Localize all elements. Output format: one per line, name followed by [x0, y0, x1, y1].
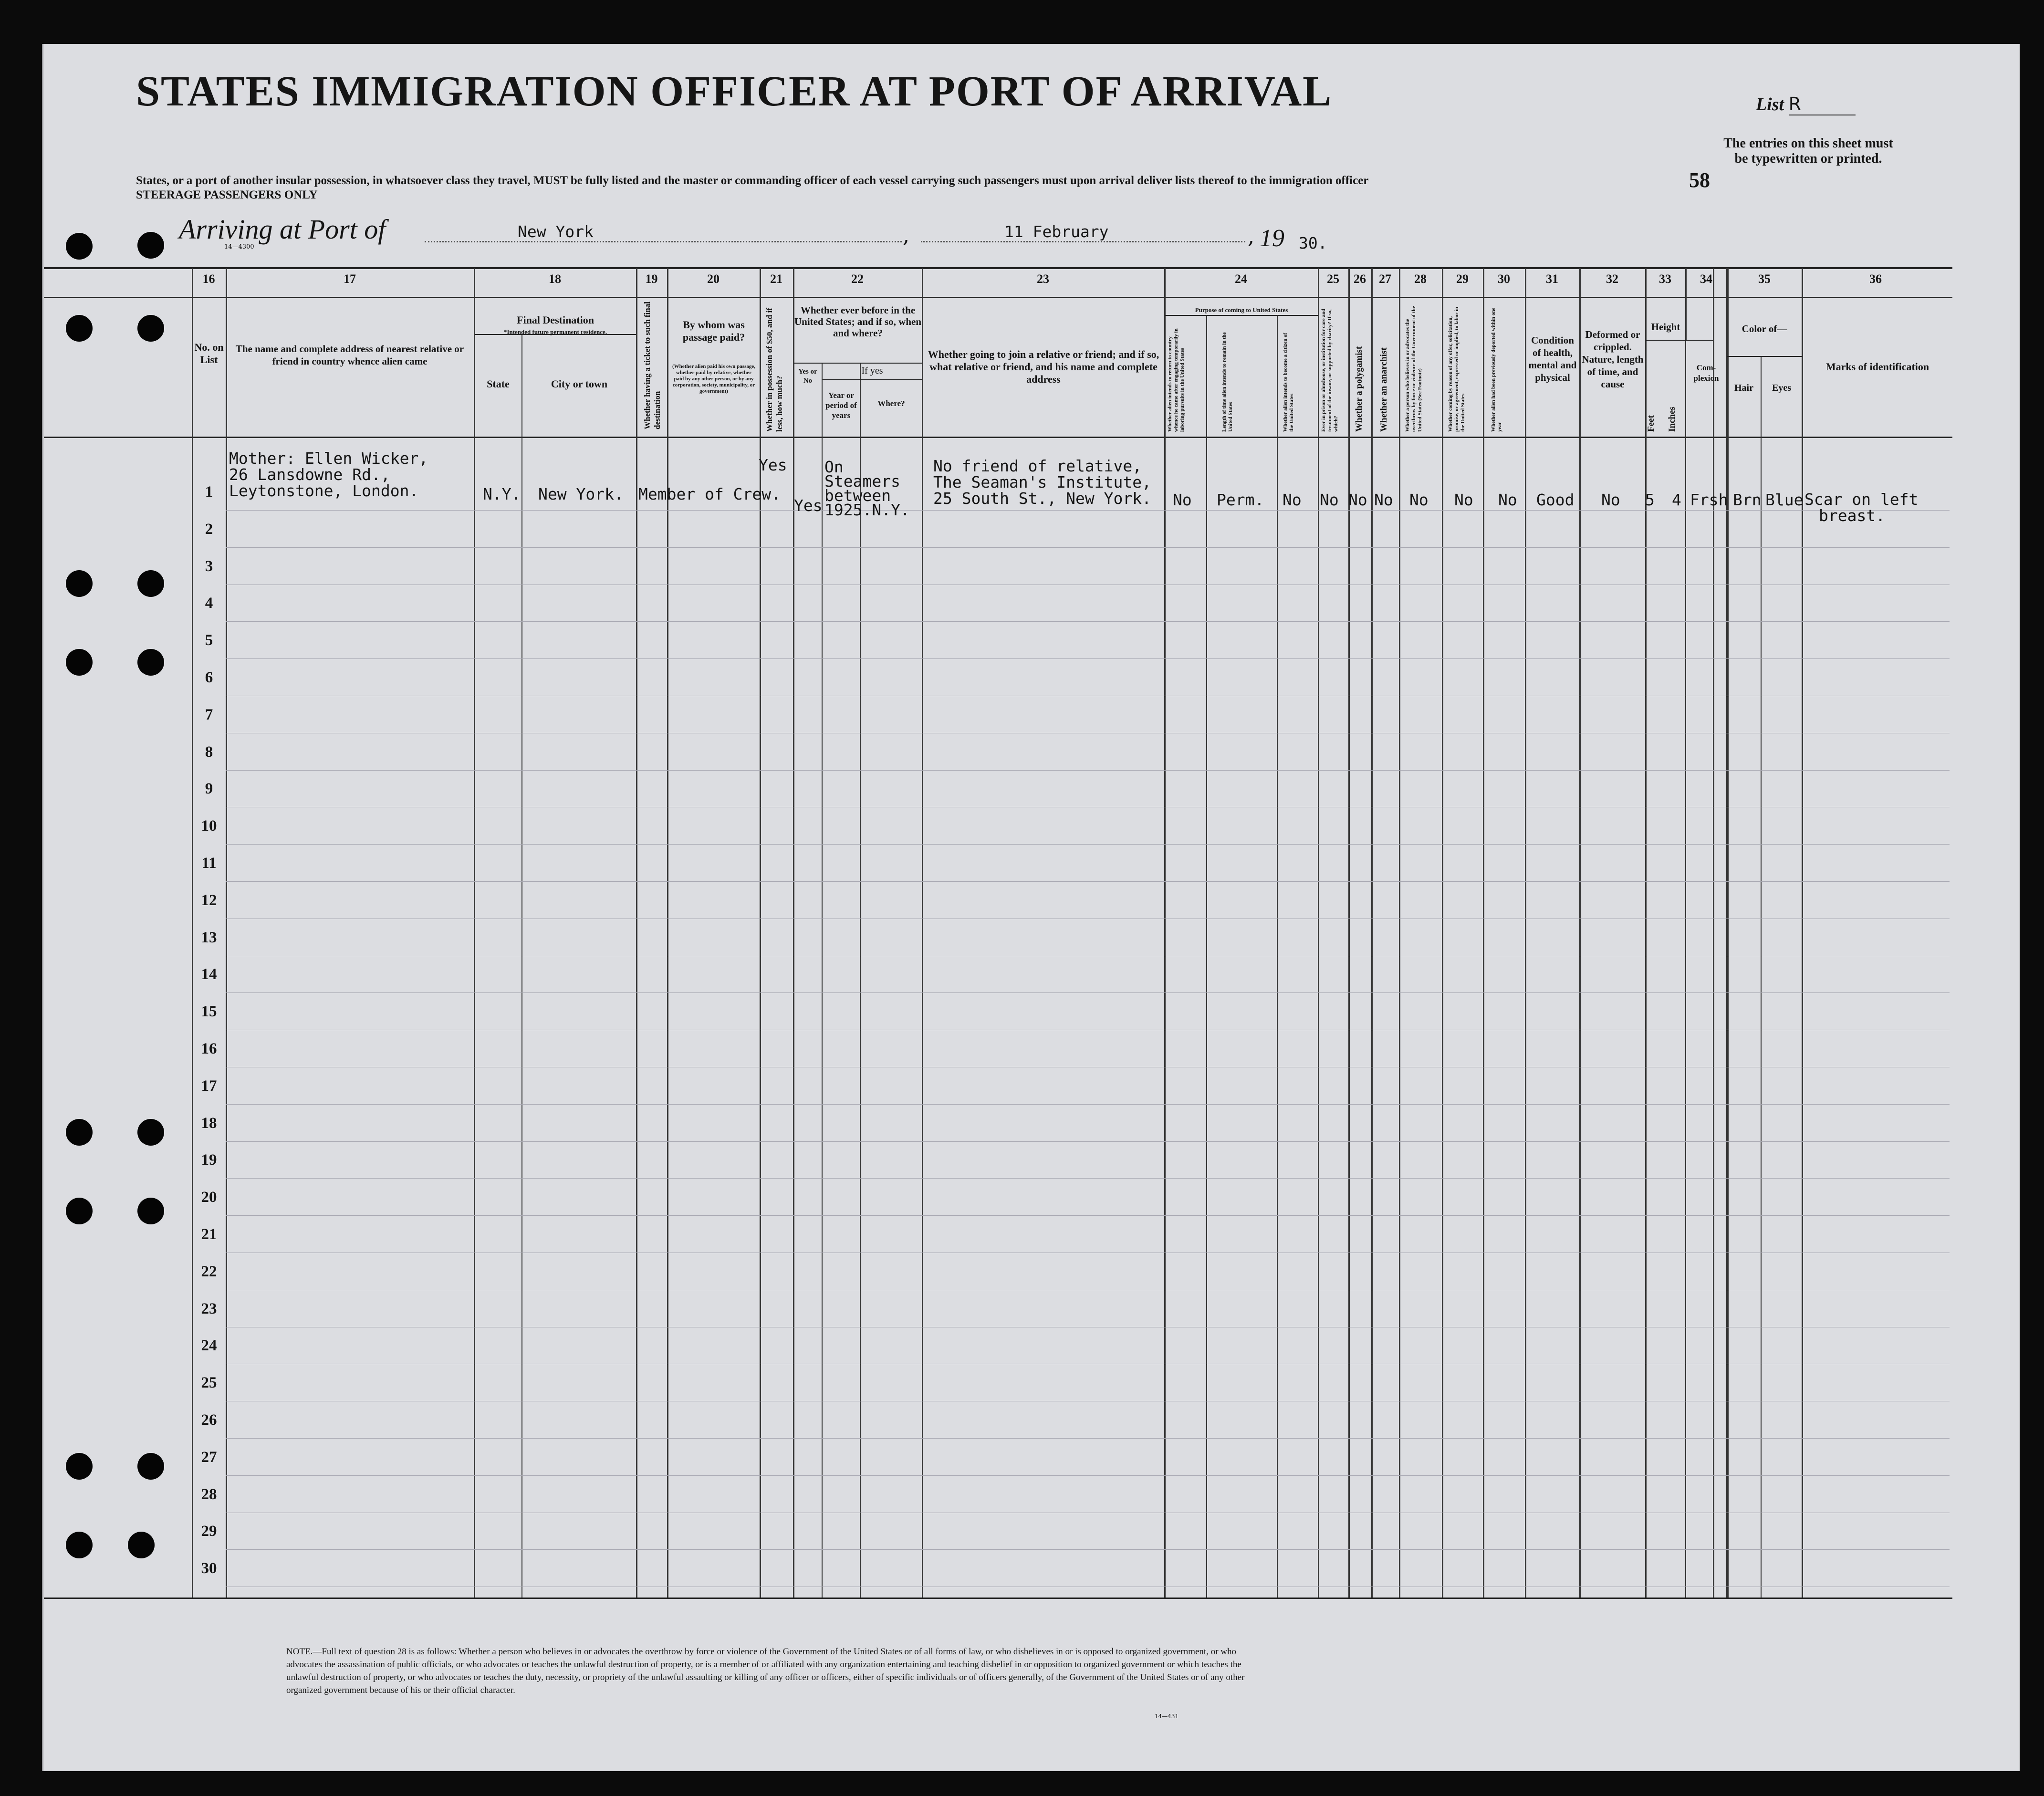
col-number-29: 29	[1456, 272, 1469, 286]
header-deformed: Deformed or crippled. Nature, length of time, and cause	[1582, 329, 1644, 390]
arrival-date: 11 February	[1004, 222, 1109, 241]
col-number-31: 31	[1546, 272, 1558, 286]
entry-feet: 5	[1645, 491, 1655, 509]
row-number: 7	[205, 706, 213, 723]
col-number-34: 34	[1700, 272, 1712, 286]
entry-labor-offer: No	[1454, 491, 1473, 509]
row-rule	[226, 510, 1950, 511]
header-prison: Ever in prison or almshouse, or institution for care and treatment of the insane, or supported by charity? If so, which?	[1321, 308, 1339, 432]
col-number-26: 26	[1354, 272, 1366, 286]
row-number: 2	[205, 520, 213, 538]
punch-hole	[137, 570, 164, 597]
row-rule	[226, 1215, 1950, 1216]
header-hair: Hair	[1734, 383, 1753, 393]
header-polygamist: Whether a polygamist	[1354, 346, 1364, 432]
row-number: 28	[201, 1485, 217, 1503]
header-overthrow: Whether a person who believes in or advocates the overthrow by force or violence of the Government of the United States (See Footnote)	[1405, 306, 1423, 432]
header-intends-citizen: Whether alien intends to become a citizen of the United States	[1283, 333, 1294, 432]
col-number-19: 19	[645, 272, 658, 286]
row-number: 1	[205, 483, 213, 501]
row-number: 30	[201, 1560, 217, 1577]
footnote-form-number: 14—431	[1155, 1713, 1179, 1720]
list-value: R	[1789, 94, 1856, 115]
header-length-of-stay: Length of time alien intends to remain in the United States	[1221, 332, 1233, 432]
header-purpose: Purpose of coming to United States	[1195, 306, 1288, 313]
sheet-number: 58	[1689, 168, 1710, 192]
header-deported: Whether alien had been previously deported within one year	[1491, 307, 1502, 432]
col-number-30: 30	[1498, 272, 1510, 286]
row-number: 9	[205, 780, 213, 798]
subtitle-class: STEERAGE PASSENGERS ONLY	[136, 188, 318, 201]
row-number: 17	[201, 1077, 217, 1095]
row-rule	[226, 547, 1950, 548]
punch-hole	[66, 1119, 93, 1146]
row-number: 10	[201, 817, 217, 835]
row-number: 15	[201, 1003, 217, 1021]
punch-hole	[66, 570, 93, 597]
row-number: 12	[201, 891, 217, 909]
entry-citizen: No	[1283, 491, 1302, 509]
row-number: 11	[201, 855, 217, 872]
entry-relative-address: Mother: Ellen Wicker, 26 Lansdowne Rd., Leytonstone, London.	[229, 449, 428, 500]
row-number: 6	[205, 669, 213, 686]
entry-anarchist: No	[1374, 491, 1393, 509]
form-number: 14—4300	[224, 243, 254, 251]
row-number: 13	[201, 929, 217, 946]
entry-state: N.Y.	[483, 485, 521, 503]
punch-hole	[137, 1453, 164, 1480]
entry-health: Good	[1536, 491, 1575, 509]
year-suffix: 30.	[1299, 234, 1327, 252]
col-number-17: 17	[344, 272, 356, 286]
row-rule	[226, 1178, 1950, 1179]
row-number: 23	[201, 1300, 217, 1317]
header-color-of: Color of—	[1742, 323, 1787, 334]
punch-hole	[66, 315, 93, 342]
punch-hole	[137, 1119, 164, 1146]
entry-possession-50: Yes	[759, 456, 787, 474]
entry-length: Perm.	[1217, 491, 1264, 509]
header-eyes: Eyes	[1772, 383, 1791, 393]
header-anarchist: Whether an anarchist	[1379, 347, 1389, 432]
typewriter-note-line1: The entries on this sheet must	[1723, 136, 1893, 151]
col-number-21: 21	[770, 272, 782, 286]
col-number-36: 36	[1869, 272, 1882, 286]
entry-ever-before: Yes	[794, 496, 823, 515]
row-number: 26	[201, 1411, 217, 1429]
header-yes-or-no: Yes or No	[798, 368, 817, 385]
row-number: 29	[201, 1523, 217, 1540]
entry-prison: No	[1320, 491, 1339, 509]
punch-hole	[128, 1532, 155, 1558]
header-feet: Feet	[1646, 415, 1656, 432]
row-number: 19	[201, 1151, 217, 1169]
header-year-period: Year or period of years	[825, 391, 857, 420]
entry-return: No	[1173, 491, 1192, 509]
header-join-relative: Whether going to join a relative or friend; and if so, what relative or friend, and his name and complete address	[928, 348, 1159, 385]
row-number: 16	[201, 1040, 217, 1057]
header-state: State	[487, 378, 510, 390]
punch-hole	[66, 1453, 93, 1480]
header-passage-paid: By whom was passage paid?	[682, 319, 745, 343]
header-ever-before: Whether ever before in the United States; and if so, when and where?	[794, 304, 922, 339]
header-passage-paid-note: (Whether alien paid his own passage, whether paid by relative, whether paid by any other person, or by any corporation, society, municipality, or government)	[672, 364, 755, 394]
row-number: 8	[205, 743, 213, 761]
row-rule	[226, 992, 1950, 993]
entry-deported: No	[1498, 491, 1517, 509]
header-marks: Marks of identification	[1825, 361, 1929, 373]
entry-hair: Brn	[1733, 491, 1762, 509]
year-prefix: 19	[1260, 225, 1284, 252]
punch-hole	[137, 315, 164, 342]
row-rule	[226, 658, 1950, 659]
header-complexion: Com-plexion	[1693, 363, 1719, 383]
punch-hole	[66, 649, 93, 676]
header-fifty-dollars: Whether in possession of $50, and if less, how much?	[765, 308, 784, 432]
entry-polygamist: No	[1348, 491, 1367, 509]
punch-hole	[137, 1198, 164, 1224]
row-rule	[226, 1104, 1950, 1105]
entry-period: On Steamers between 1925.N.Y.	[824, 458, 910, 519]
row-rule	[226, 1549, 1950, 1550]
punch-hole	[66, 1198, 93, 1224]
header-inches: Inches	[1667, 407, 1677, 432]
col-number-25: 25	[1327, 272, 1339, 286]
row-rule	[226, 621, 1950, 622]
footnote-question-28: NOTE.—Full text of question 28 is as follows: Whether a person who believes in or advocates the overthrow by force or violence of the Government of the United States or of all forms of law, or who disbelieves in or is opposed to organized government, or who advocates the assassination of public officials, or who advocates or teaches the unlawful destruction of property, or is a member of or affiliated with any organization entertaining and teaching disbelief in or opposition to organized government or which teaches the unlawful destruction of property, or who advocates or teaches the duty, necessity, or propriety of the unlawful assaulting or killing of any officer or officers, either of specific individuals or of officers generally, of the Government of the United States or of any other organized government because of his or their official character.	[286, 1647, 1245, 1695]
row-number: 14	[201, 966, 217, 983]
entry-passage-paid: Member of Crew.	[638, 485, 781, 503]
row-rule	[226, 844, 1950, 845]
row-rule	[226, 1438, 1950, 1439]
col-number-33: 33	[1659, 272, 1671, 286]
row-number: 22	[201, 1263, 217, 1280]
col-number-27: 27	[1379, 272, 1391, 286]
row-number: 20	[201, 1189, 217, 1206]
col-number-28: 28	[1414, 272, 1427, 286]
entry-inches: 4	[1672, 491, 1681, 509]
row-number: 24	[201, 1337, 217, 1355]
port-of-arrival: New York	[518, 222, 594, 241]
col-number-18: 18	[549, 272, 561, 286]
header-if-yes: If yes	[861, 365, 883, 376]
col-number-16: 16	[202, 272, 215, 286]
row-number: 18	[201, 1114, 217, 1132]
entry-marks: Scar on left breast.	[1804, 490, 1919, 525]
entry-join-relative: No friend of relative, The Seaman's Institute, 25 South St., New York.	[933, 457, 1151, 508]
row-rule	[226, 770, 1950, 771]
col-number-32: 32	[1606, 272, 1618, 286]
header-where: Where?	[877, 399, 905, 408]
col-number-22: 22	[851, 272, 864, 286]
header-health: Condition of health, mental and physical	[1528, 334, 1577, 383]
row-number: 5	[205, 632, 213, 649]
header-city: City or town	[551, 378, 608, 390]
arriving-label: Arriving at Port of	[179, 214, 386, 245]
header-ticket: Whether having a ticket to such final destination	[643, 302, 662, 429]
header-no-on-list: No. on List	[194, 341, 224, 365]
punch-hole	[137, 649, 164, 676]
row-rule	[226, 881, 1950, 882]
col-number-23: 23	[1037, 272, 1049, 286]
page-title: STATES IMMIGRATION OFFICER AT PORT OF ARRIVAL	[136, 68, 1333, 115]
entry-city: New York.	[538, 485, 624, 503]
header-final-destination-note: *Intended future permanent residence.	[503, 328, 607, 335]
header-labor-offer: Whether coming by reason of any offer, solicitation, promise, or agreement, expressed or implied, to labor in the United States	[1448, 307, 1466, 432]
row-number: 21	[201, 1226, 217, 1243]
row-number: 27	[201, 1448, 217, 1466]
entry-overthrow: No	[1409, 491, 1429, 509]
entry-complexion: Frsh	[1690, 491, 1728, 509]
punch-hole	[66, 1532, 93, 1558]
row-number: 3	[205, 557, 213, 575]
header-height: Height	[1651, 321, 1680, 333]
subtitle-instructions: States, or a port of another insular possession, in whatsoever class they travel, MUST be fully listed and the master or commanding officer of each vessel carrying such passengers must upon arrival deliver lists thereof to the immigration officer	[136, 174, 1369, 187]
typewriter-note-line2: be typewritten or printed.	[1734, 151, 1882, 166]
header-final-destination: Final Destination	[517, 314, 594, 326]
punch-hole	[66, 233, 93, 260]
row-rule	[226, 1475, 1950, 1476]
col-number-24: 24	[1235, 272, 1247, 286]
row-number: 4	[205, 595, 213, 612]
punch-hole	[137, 232, 164, 259]
entry-deformed: No	[1601, 491, 1620, 509]
header-relative-address: The name and complete address of nearest relative or friend in country whence alien came	[235, 343, 464, 367]
entry-eyes: Blue	[1765, 491, 1804, 509]
row-rule	[226, 1141, 1950, 1142]
col-number-35: 35	[1758, 272, 1771, 286]
row-number: 25	[201, 1374, 217, 1392]
header-intends-return: Whether alien intends to return to country whence he came after engaging temporarily in laboring pursuits in the United States	[1167, 328, 1185, 432]
col-number-20: 20	[707, 272, 720, 286]
list-label: List	[1756, 94, 1784, 115]
